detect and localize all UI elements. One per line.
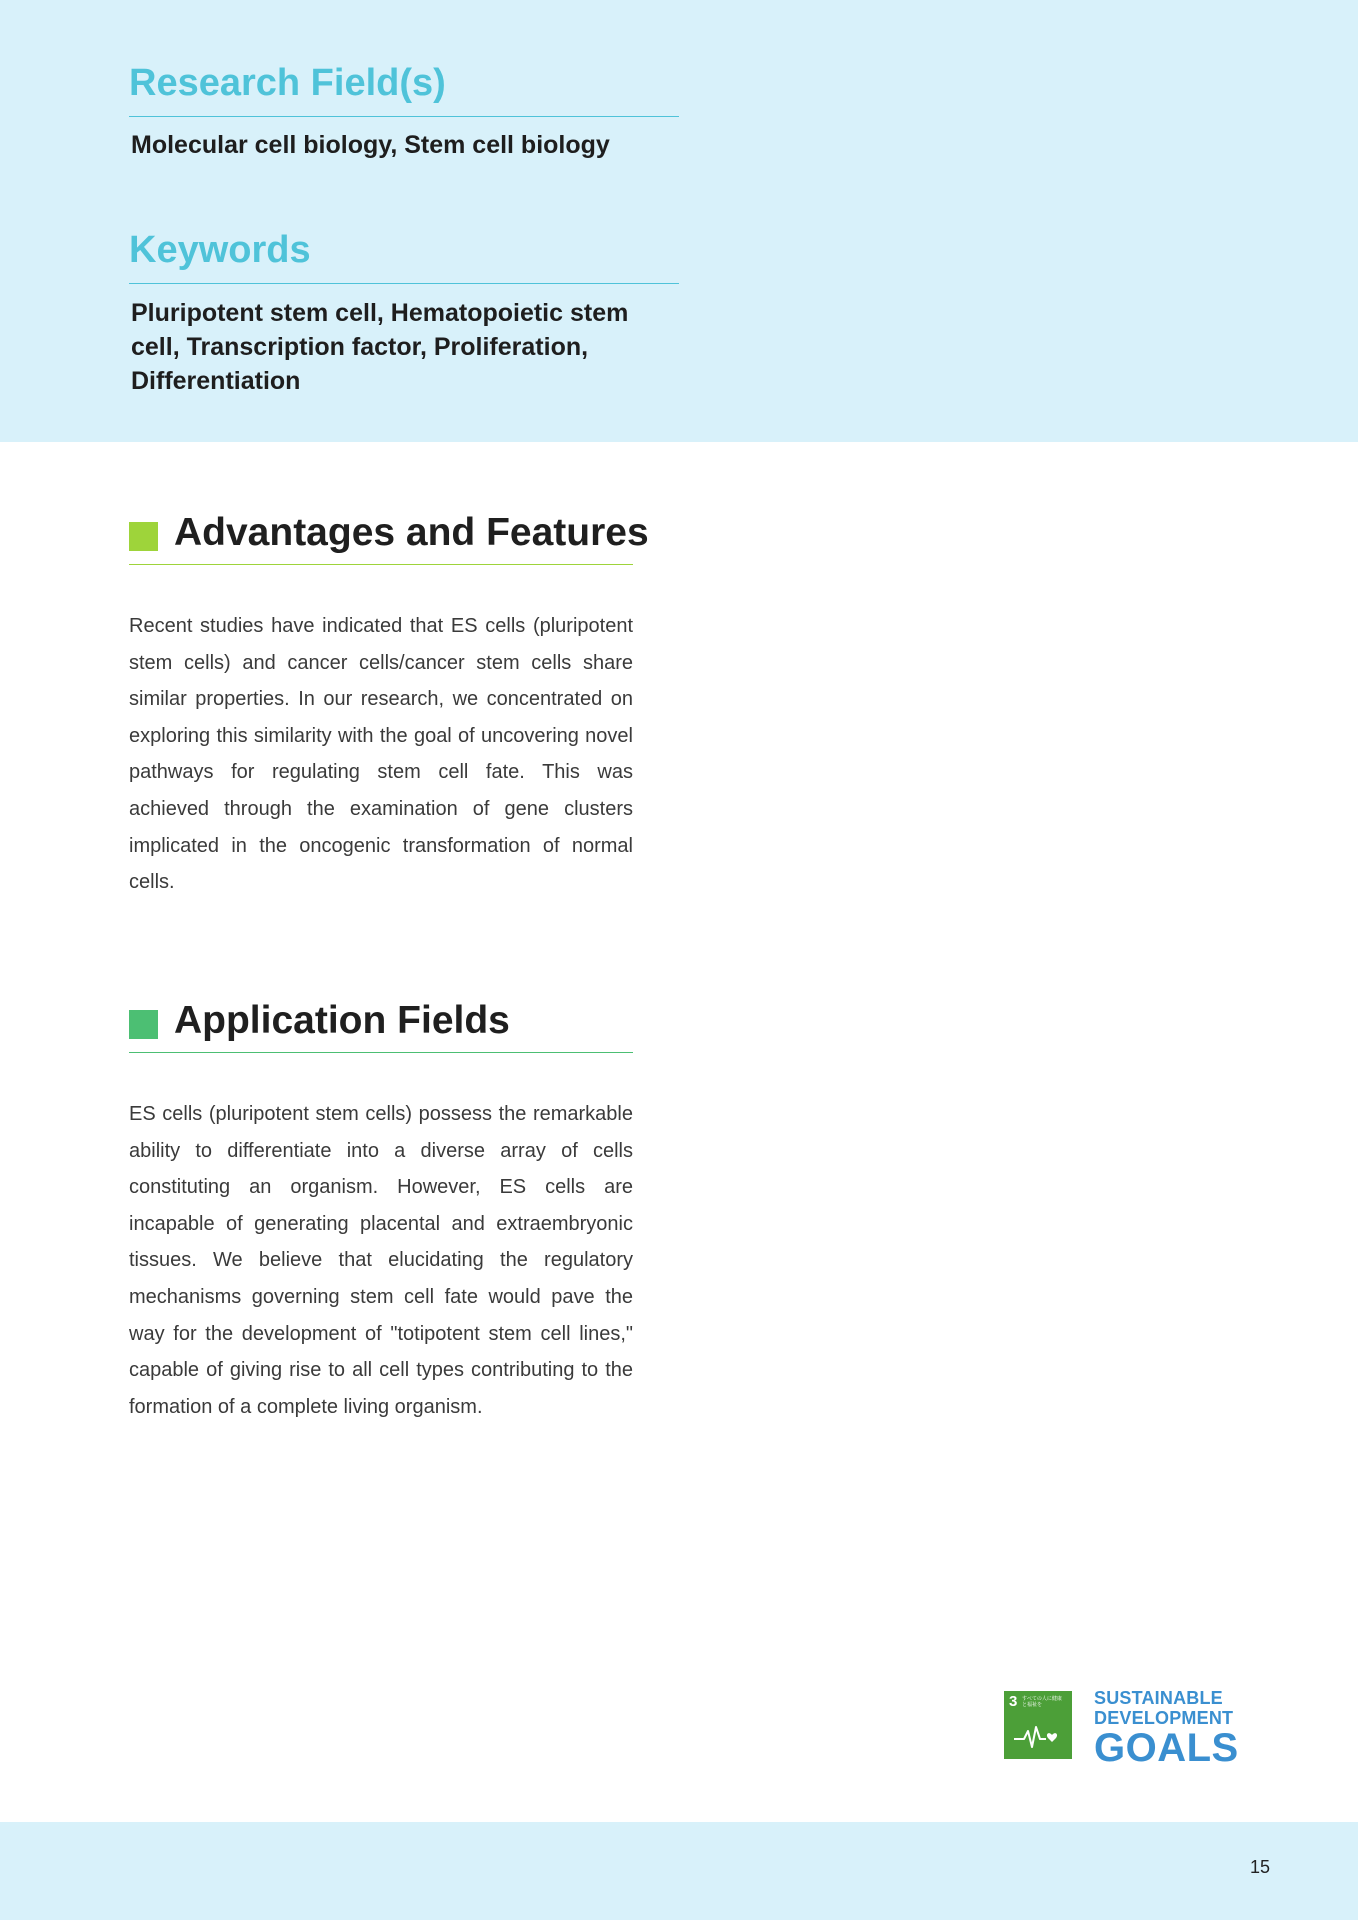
application-body: ES cells (pluripotent stem cells) possess the remarkable ability to differentiate into a diverse array of cells constituting an organism. However, ES cells are incapable of generating placental and extraembryonic tissues. We believe that elucidating the regulatory mechanisms governing stem cell fate would pave the way for the development of "totipotent stem cell lines," capable of giving rise to all cell types contributing to the formation of a complete living organism. [129,1103,633,1418]
research-fields-title: Research Field(s) [129,64,679,117]
sdg-logo-line1: SUSTAINABLE [1094,1688,1223,1708]
keywords-text: Pluripotent stem cell, Hematopoietic stem cell, Transcription factor, Proliferation, Differentiation [131,299,629,395]
sdg-goal-number: 3 [1009,1693,1018,1710]
application-section-header [129,996,633,1053]
page-number: 15 [1249,1857,1270,1877]
sdg-logo-line3: GOALS [1094,1726,1239,1770]
advantages-section-header [129,508,649,565]
keywords-title: Keywords [129,231,679,284]
sdg-logo-line2: DEVELOPMENT [1094,1708,1234,1728]
advantages-square-icon [129,522,158,551]
application-heading: Application Fields [174,999,510,1042]
heartbeat-icon [1014,1723,1064,1751]
advantages-body: Recent studies have indicated that ES cells (pluripotent stem cells) and cancer cells/cancer stem cells share similar properties. In our research, we concentrated on exploring this similarity with the goal of uncovering novel pathways for regulating stem cell fate. This was achieved through the examination of gene clusters implicated in the oncogenic transformation of normal cells. [129,615,633,894]
advantages-heading: Advantages and Features [174,511,649,554]
sdg-logo [1094,1688,1239,1770]
application-square-icon [129,1010,158,1039]
footer-band [0,1822,1358,1920]
research-fields-text: Molecular cell biology, Stem cell biology [131,131,610,159]
sdg-goal-3-badge [1004,1691,1072,1759]
sdg-goal-text: すべての人に健康と福祉を [1022,1696,1062,1708]
